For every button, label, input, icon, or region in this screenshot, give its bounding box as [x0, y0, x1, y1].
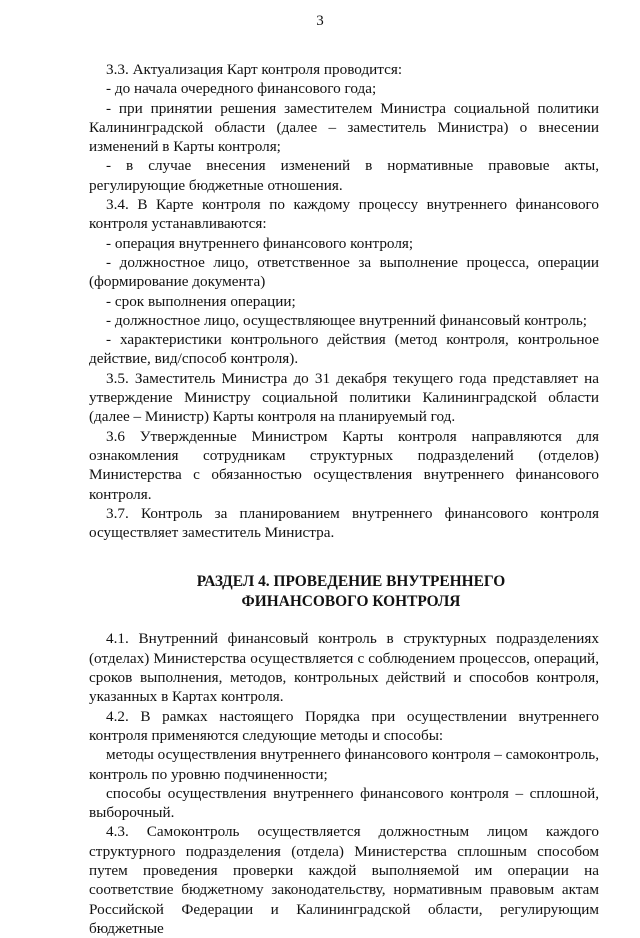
list-item-responsible-official: - должностное лицо, ответственное за выполнение процесса, операции (формирование документа) [89, 253, 599, 291]
list-item-control-official: - должностное лицо, осуществляющее внутренний финансовый контроль; [106, 311, 587, 329]
list-item-control-characteristics: - характеристики контрольного действия (метод контроля, контрольное действие, вид/способ контроля). [89, 331, 599, 368]
paragraph-control-means: способы осуществления внутреннего финансового контроля – сплошной, выборочный. [89, 784, 599, 822]
list-item-deputy-decision: - при принятии решения заместителем Министра социальной политики Калининградской области (далее – заместитель Министра) о внесении изменений в Карты контроля; [89, 99, 599, 156]
paragraph-control-methods: методы осуществления внутреннего финансового контроля – самоконтроль, контроль по уровню подчиненности; [89, 746, 599, 783]
list-item-deadline: - срок выполнения операции; [106, 292, 296, 310]
list-item-operation: - операция внутреннего финансового контроля; [106, 234, 414, 252]
section-heading-line-2: ФИНАНСОВОГО КОНТРОЛЯ [241, 592, 461, 610]
paragraph-4-1: 4.1. Внутренний финансовый контроль в структурных подразделениях (отделах) Министерства осуществляется с соблюдением процессов, операций, сроков выполнения, методов, контрольных действий и способов контроля, указанных в Картах контроля. [89, 630, 599, 706]
list-item-before-year: - до начала очередного финансового года; [106, 80, 377, 98]
section-heading [89, 572, 599, 611]
paragraph-3-7: 3.7. Контроль за планированием внутреннего финансового контроля осуществляет заместитель Министра. [89, 504, 599, 542]
paragraph-3-5: 3.5. Заместитель Министра до 31 декабря текущего года представляет на утверждение Министру социальной политики Калининградской области (далее – Министр) Карты контроля на планируемый год. [89, 369, 599, 426]
paragraph-3-4: 3.4. В Карте контроля по каждому процессу внутреннего финансового контроля устанавливаются: [89, 196, 599, 233]
paragraph-4-3: 4.3. Самоконтроль осуществляется должностным лицом каждого структурного подразделения (отдела) Министерства сплошным способом путем проведения проверки каждой выполняемой им операции на соответствие бюджетному законодательству, нормативным правовым актам Российской Федерации и Калининградской области, регулирующим бюджетные [89, 823, 599, 937]
paragraph-4-2: 4.2. В рамках настоящего Порядка при осуществлении внутреннего контроля применяются следующие методы и способы: [89, 707, 599, 744]
paragraph-3-6: 3.6 Утвержденные Министром Карты контроля направляются для ознакомления сотрудникам структурных подразделений (отделов) Министерства с обязанностью осуществления внутреннего финансового контроля. [89, 427, 599, 503]
list-item-regulation-change: - в случае внесения изменений в нормативные правовые акты, регулирующие бюджетные отношения. [89, 157, 599, 194]
section-heading-line-1: РАЗДЕЛ 4. ПРОВЕДЕНИЕ ВНУТРЕННЕГО [196, 573, 506, 591]
document-body [89, 60, 599, 938]
paragraph-3-3: 3.3. Актуализация Карт контроля проводится: [106, 61, 403, 78]
page-number: 3 [316, 13, 324, 29]
